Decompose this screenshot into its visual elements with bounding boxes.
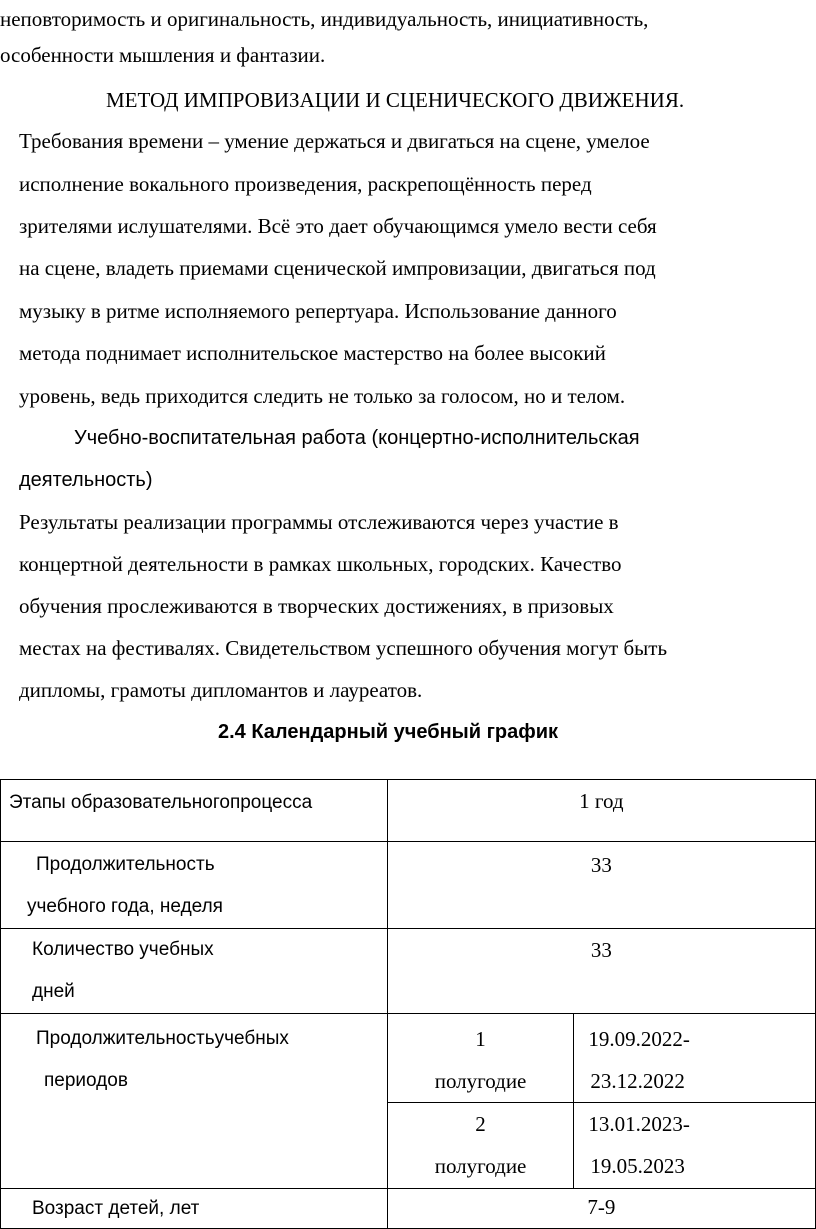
days-label-line-2: дней xyxy=(32,981,75,1002)
period-1-number: 1 xyxy=(475,1027,486,1051)
section-heading: 2.4 Календарный учебный график xyxy=(218,721,559,743)
period-2-start: 13.01.2023- xyxy=(588,1112,690,1136)
period-2-dates-cell xyxy=(574,1103,816,1189)
table-row xyxy=(1,929,816,1014)
table-row xyxy=(1,780,816,842)
days-label-cell xyxy=(1,929,388,1014)
method-title: МЕТОД ИМПРОВИЗАЦИИ И СЦЕНИЧЕСКОГО ДВИЖЕНИЯ. xyxy=(106,88,685,112)
duration-label-line-1: Продолжительность xyxy=(36,854,215,875)
results-line-1: Результаты реализации программы отслеживаются через участие в xyxy=(19,510,619,534)
period-1-end: 23.12.2022 xyxy=(590,1069,685,1093)
age-label-cell xyxy=(1,1189,388,1229)
duration-value-cell xyxy=(387,842,815,929)
results-line-5: дипломы, грамоты дипломантов и лауреатов. xyxy=(19,678,423,702)
days-label-line-1: Количество учебных xyxy=(32,939,214,960)
results-line-2: концертной деятельности в рамках школьных, городских. Качество xyxy=(19,552,622,576)
days-value: 33 xyxy=(590,938,612,962)
period-1-dates-cell xyxy=(574,1014,816,1103)
age-label: Возраст детей, лет xyxy=(32,1198,200,1219)
results-line-4: местах на фестивалях. Свидетельством успешного обучения могут быть xyxy=(19,636,668,660)
periods-label-cell xyxy=(1,1014,388,1189)
method-line-1: Требования времени – умение держаться и двигаться на сцене, умелое xyxy=(19,129,650,153)
duration-label-cell xyxy=(1,842,388,929)
duration-value: 33 xyxy=(590,853,612,877)
stages-label-cell xyxy=(1,780,388,842)
calendar-schedule-table xyxy=(0,779,816,1229)
period-2-name: полугодие xyxy=(434,1154,527,1178)
table-row xyxy=(1,1189,816,1229)
results-line-3: обучения прослеживаются в творческих достижениях, в призовых xyxy=(19,594,614,618)
duration-label-line-2: учебного года, неделя xyxy=(27,896,223,917)
work-title-line-1: Учебно-воспитательная работа (концертно-исполнительская xyxy=(74,427,640,449)
stages-label: Этапы образовательногопроцесса xyxy=(9,792,313,813)
method-line-3: зрителями ислушателями. Всё это дает обучающимся умело вести себя xyxy=(19,214,657,238)
intro-line-2: особенности мышления и фантазии. xyxy=(0,43,326,67)
periods-label-line-1: Продолжительностьучебных xyxy=(36,1028,289,1049)
period-1-name: полугодие xyxy=(434,1069,527,1093)
table-row xyxy=(1,842,816,929)
stages-value: 1 год xyxy=(579,789,624,813)
work-title-line-2: деятельность) xyxy=(19,469,153,491)
method-line-2: исполнение вокального произведения, раскрепощённость перед xyxy=(19,172,592,196)
age-value: 7-9 xyxy=(587,1195,616,1219)
method-line-6: метода поднимает исполнительское мастерство на более высокий xyxy=(19,341,606,365)
period-1-name-cell xyxy=(387,1014,574,1103)
age-value-cell xyxy=(387,1189,815,1229)
method-line-7: уровень, ведь приходится следить не только за голосом, но и телом. xyxy=(19,384,626,408)
intro-line-1: неповторимость и оригинальность, индивидуальность, инициативность, xyxy=(0,7,649,31)
method-line-4: на сцене, владеть приемами сценической импровизации, двигаться под xyxy=(19,256,656,280)
period-1-start: 19.09.2022- xyxy=(588,1027,690,1051)
method-line-5: музыку в ритме исполняемого репертуара. Использование данного xyxy=(19,299,617,323)
period-2-end: 19.05.2023 xyxy=(590,1154,685,1178)
table-row xyxy=(1,1014,816,1103)
periods-label-line-2: периодов xyxy=(44,1070,128,1091)
period-2-number: 2 xyxy=(475,1112,486,1136)
period-2-name-cell xyxy=(387,1103,574,1189)
stages-value-cell xyxy=(387,780,815,842)
days-value-cell xyxy=(387,929,815,1014)
